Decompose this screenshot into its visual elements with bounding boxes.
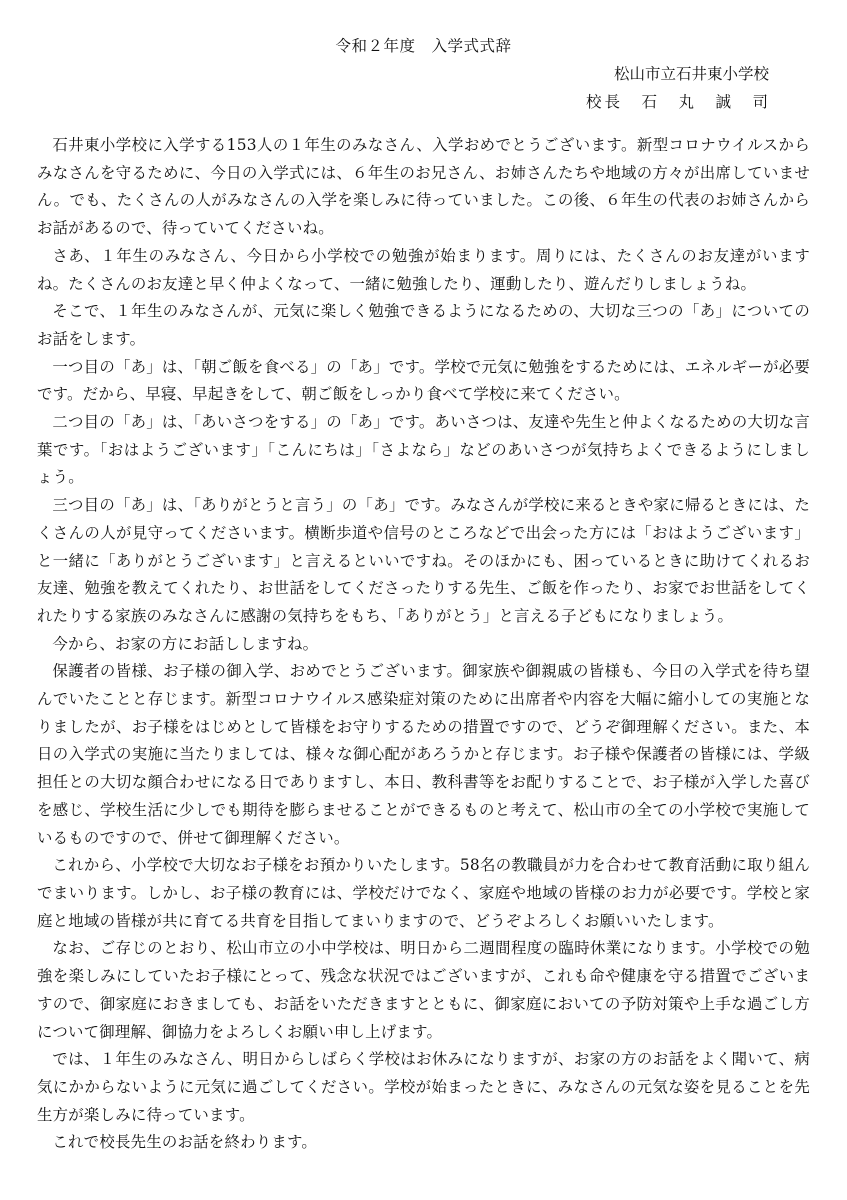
paragraph: 三つ目の「あ」は、「ありがとうと言う」の「あ」です。みなさんが学校に来るときや家に帰るときには、たくさんの人が見守ってくださいます。横断歩道や信号のところなどで出会った方には「おはようございます」と一緒に「ありがとうございます」と言えるといいですね。そのほかにも、困っているときに助けてくれるお友達、勉強を教えてくれたり、お世話をしてくださったりする先生、ご飯を作ったり、お家でお世話をしてくれたりする家族のみなさんに感謝の気持ちをもち、「ありがとう」と言える子どもになりましょう。 — [37, 496, 810, 625]
paragraph: そこで、１年生のみなさんが、元気に楽しく勉強できるようになるための、大切な三つの「あ」についてのお話をします。 — [37, 302, 810, 348]
document-title: 令和２年度 入学式式辞 — [335, 37, 512, 55]
paragraph: 保護者の皆様、お子様の御入学、おめでとうございます。御家族や御親戚の皆様も、今日の入学式を待ち望んでいたことと存じます。新型コロナウイルス感染症対策のために出席者や内容を大幅に縮小しての実施となりましたが、お子様をはじめとして皆様をお守りするための措置ですので、どうぞ御理解ください。また、本日の入学式の実施に当たりましては、様々な御心配があろうかと存じます。お子様や保護者の皆様には、学級担任との大切な顔合わせになる日でありますし、本日、教科書等をお配りすることで、お子様が入学した喜びを感じ、学校生活に少しでも期待を膨らませることができるものと考えて、松山市の全ての小学校で実施しているものですので、併せて御理解ください。 — [37, 662, 810, 847]
paragraph: さあ、１年生のみなさん、今日から小学校での勉強が始まります。周りには、たくさんのお友達がいますね。たくさんのお友達と早く仲よくなって、一緒に勉強したり、運動したり、遊んだりしましょうね。 — [37, 246, 810, 293]
paragraph: なお、ご存じのとおり、松山市立の小中学校は、明日から二週間程度の臨時休業になります。小学校での勉強を楽しみにしていたお子様にとって、残念な状況ではございますが、これも命や健康を守る措置でございますので、御家庭におきましても、お話をいただきますとともに、御家庭においての予防対策や上手な過ごし方について御理解、御協力をよろしくお願い申し上げます。 — [37, 939, 810, 1041]
paragraph: これで校長先生のお話を終わります。 — [52, 1133, 318, 1152]
paragraph: 二つ目の「あ」は、「あいさつをする」の「あ」です。あいさつは、友達や先生と仲よくなるための大切な言葉です。「おはようございます」「こんにちは」「さよなら」などのあいさつが気持ちよくできるようにしましょう。 — [37, 413, 810, 487]
paragraph: 一つ目の「あ」は、「朝ご飯を食べる」の「あ」です。学校で元気に勉強をするためには、エネルギーが必要です。だから、早寝、早起きをして、朝ご飯をしっかり食べて学校に来てください。 — [37, 357, 810, 404]
speech-body — [37, 132, 810, 1157]
paragraph: 石井東小学校に入学する153人の１年生のみなさん、入学おめでとうございます。新型コロナウイルスからみなさんを守るために、今日の入学式には、６年生のお兄さん、お姉さんたちや地域の方々が出席していません。でも、たくさんの人がみなさんの入学を楽しみに待っていました。この後、６年生の代表のお姉さんからお話があるので、待っていてくださいね。 — [37, 136, 810, 238]
paragraph: これから、小学校で大切なお子様をお預かりいたします。58名の教職員が力を合わせて教育活動に取り組んでまいります。しかし、お子様の教育には、学校だけでなく、家庭や地域の皆様のお力が必要です。学校と家庭と地域の皆様が共に育てる共育を目指してまいりますので、どうぞよろしくお願いいたします。 — [37, 856, 810, 930]
school-name: 松山市立石井東小学校 — [613, 65, 769, 83]
principal-name: 校長 石 丸 誠 司 — [585, 93, 771, 111]
paragraph: 今から、お家の方にお話ししますね。 — [52, 634, 319, 653]
paragraph: では、１年生のみなさん、明日からしばらく学校はお休みになりますが、お家の方のお話をよく聞いて、病気にかからないように元気に過ごしてください。学校が始まったときに、みなさんの元気な姿を見ることを先生方が楽しみに待っています。 — [37, 1050, 810, 1124]
